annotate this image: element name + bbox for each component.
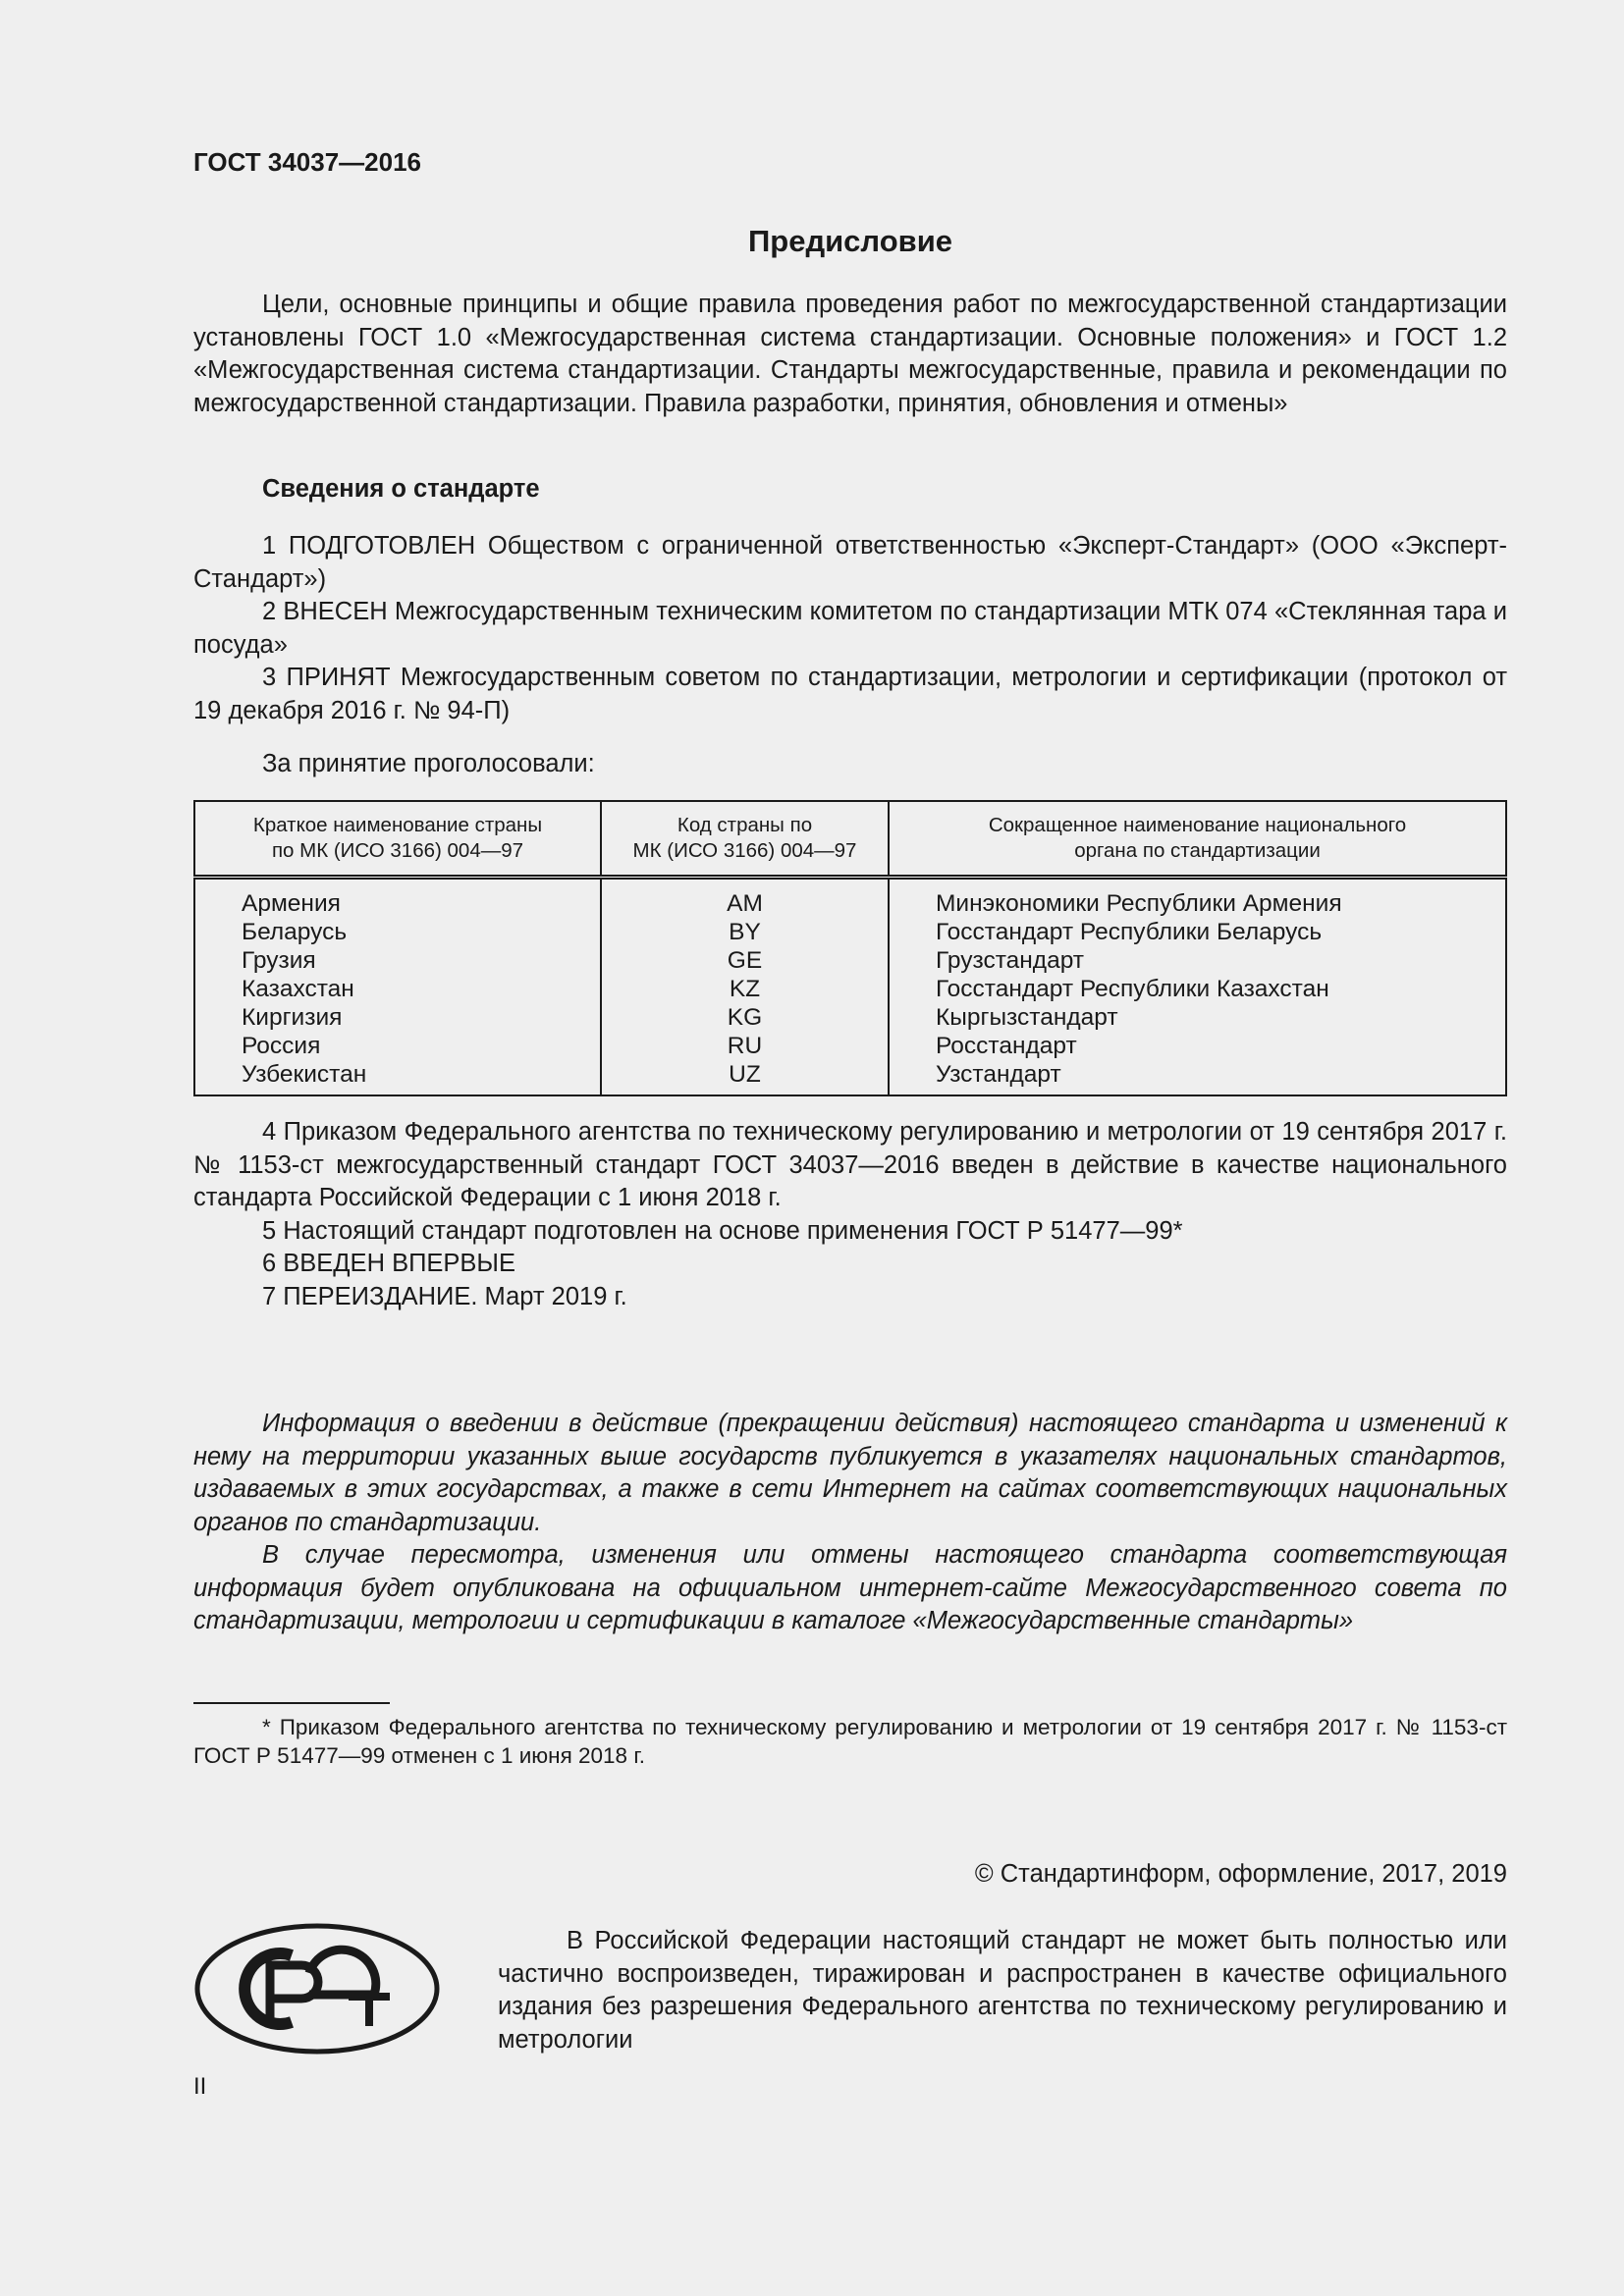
voted-label: За принятие проголосовали: <box>262 750 595 777</box>
list-item: 7 ПЕРЕИЗДАНИЕ. Март 2019 г. <box>262 1282 627 1310</box>
info-paragraph: В случае пересмотра, изменения или отмены настоящего стандарта соответствующая информация будет опубликована на официальном интернет-сайте Межгосударственного совета по стандартизации, метрологии и сертификации в каталоге «Межгосударственные стандарты» <box>193 1541 1507 1634</box>
list-item: 5 Настоящий стандарт подготовлен на основе применения ГОСТ Р 51477—99* <box>262 1216 1183 1245</box>
country-code-column: AM BY GE KZ KG RU UZ <box>601 878 889 1096</box>
copyright: © Стандартинформ, оформление, 2017, 2019 <box>974 1860 1507 1888</box>
list-item: 4 Приказом Федерального агентства по техническому регулированию и метрологии от 19 сентября 2017 г. № 1153-ст межгосударственный стандарт ГОСТ 34037—2016 введен в действие в качестве национального стандарта Российской Федерации с 1 июня 2018 г. <box>193 1118 1507 1211</box>
voting-table <box>193 800 1507 1096</box>
intro-paragraph: Цели, основные принципы и общие правила проведения работ по межгосударственной стандартизации установлены ГОСТ 1.0 «Межгосударственная система стандартизации. Основные положения» и ГОСТ 1.2 «Межгосударственная система стандартизации. Стандарты межгосударственные, правила и рекомендации по межгосударственной стандартизации. Правила разработки, принятия, обновления и отмены» <box>193 291 1507 417</box>
header-national-body: Сокращенное наименование национального органа по стандартизации <box>889 801 1506 878</box>
page-number: II <box>193 2073 207 2100</box>
intro-section <box>193 289 1507 420</box>
standard-items-list <box>193 530 1507 727</box>
info-paragraph: Информация о введении в действие (прекращении действия) настоящего стандарта и изменений к нему на территории указанных выше государств публикуется в указателях национальных стандартов, издаваемых в этих государствах, а также в сети Интернет на сайтах соответствующих национальных органов по стандартизации. <box>193 1410 1507 1536</box>
document-id: ГОСТ 34037—2016 <box>193 147 421 177</box>
list-item: 3 ПРИНЯТ Межгосударственным советом по стандартизации, метрологии и сертификации (протокол от 19 декабря 2016 г. № 94-П) <box>193 664 1507 724</box>
footnote: * Приказом Федерального агентства по техническому регулированию и метрологии от 19 сентября 2017 г. № 1153-ст ГОСТ Р 51477—99 отменен с 1 июня 2018 г. <box>193 1715 1507 1768</box>
standard-items-list-2 <box>193 1116 1507 1313</box>
info-heading: Сведения о стандарте <box>262 475 540 503</box>
list-item: 1 ПОДГОТОВЛЕН Обществом с ограниченной ответственностью «Эксперт-Стандарт» (ООО «Эксперт-Стандарт») <box>193 532 1507 593</box>
header-country-code: Код страны по МК (ИСО 3166) 004—97 <box>601 801 889 878</box>
country-name-column: Армения Беларусь Грузия Казахстан Киргизия Россия Узбекистан <box>194 878 601 1096</box>
list-item: 2 ВНЕСЕН Межгосударственным техническим комитетом по стандартизации МТК 074 «Стеклянная тара и посуда» <box>193 598 1507 659</box>
page-title: Предисловие <box>747 224 952 258</box>
header-country-name: Краткое наименование страны по МК (ИСО 3166) 004—97 <box>194 801 601 878</box>
publication-info <box>193 1408 1507 1638</box>
national-body-column: Минэкономики Республики Армения Госстандарт Республики Беларусь Грузстандарт Госстандарт Республики Казахстан Кыргызстандарт Росстандарт Узстандарт <box>936 890 1342 1088</box>
list-item: 6 ВВЕДЕН ВПЕРВЫЕ <box>262 1250 516 1277</box>
table-row <box>194 878 1506 1096</box>
copyright-notice: В Российской Федерации настоящий стандарт не может быть полностью или частично воспроизведен, тиражирован и распространен в качестве официального издания без разрешения Федерального агентства по техническому регулированию и метрологии <box>498 1927 1507 2054</box>
footnote-divider <box>193 1702 390 1704</box>
table-header-row <box>194 801 1506 878</box>
rst-logo-icon <box>193 1922 441 2056</box>
